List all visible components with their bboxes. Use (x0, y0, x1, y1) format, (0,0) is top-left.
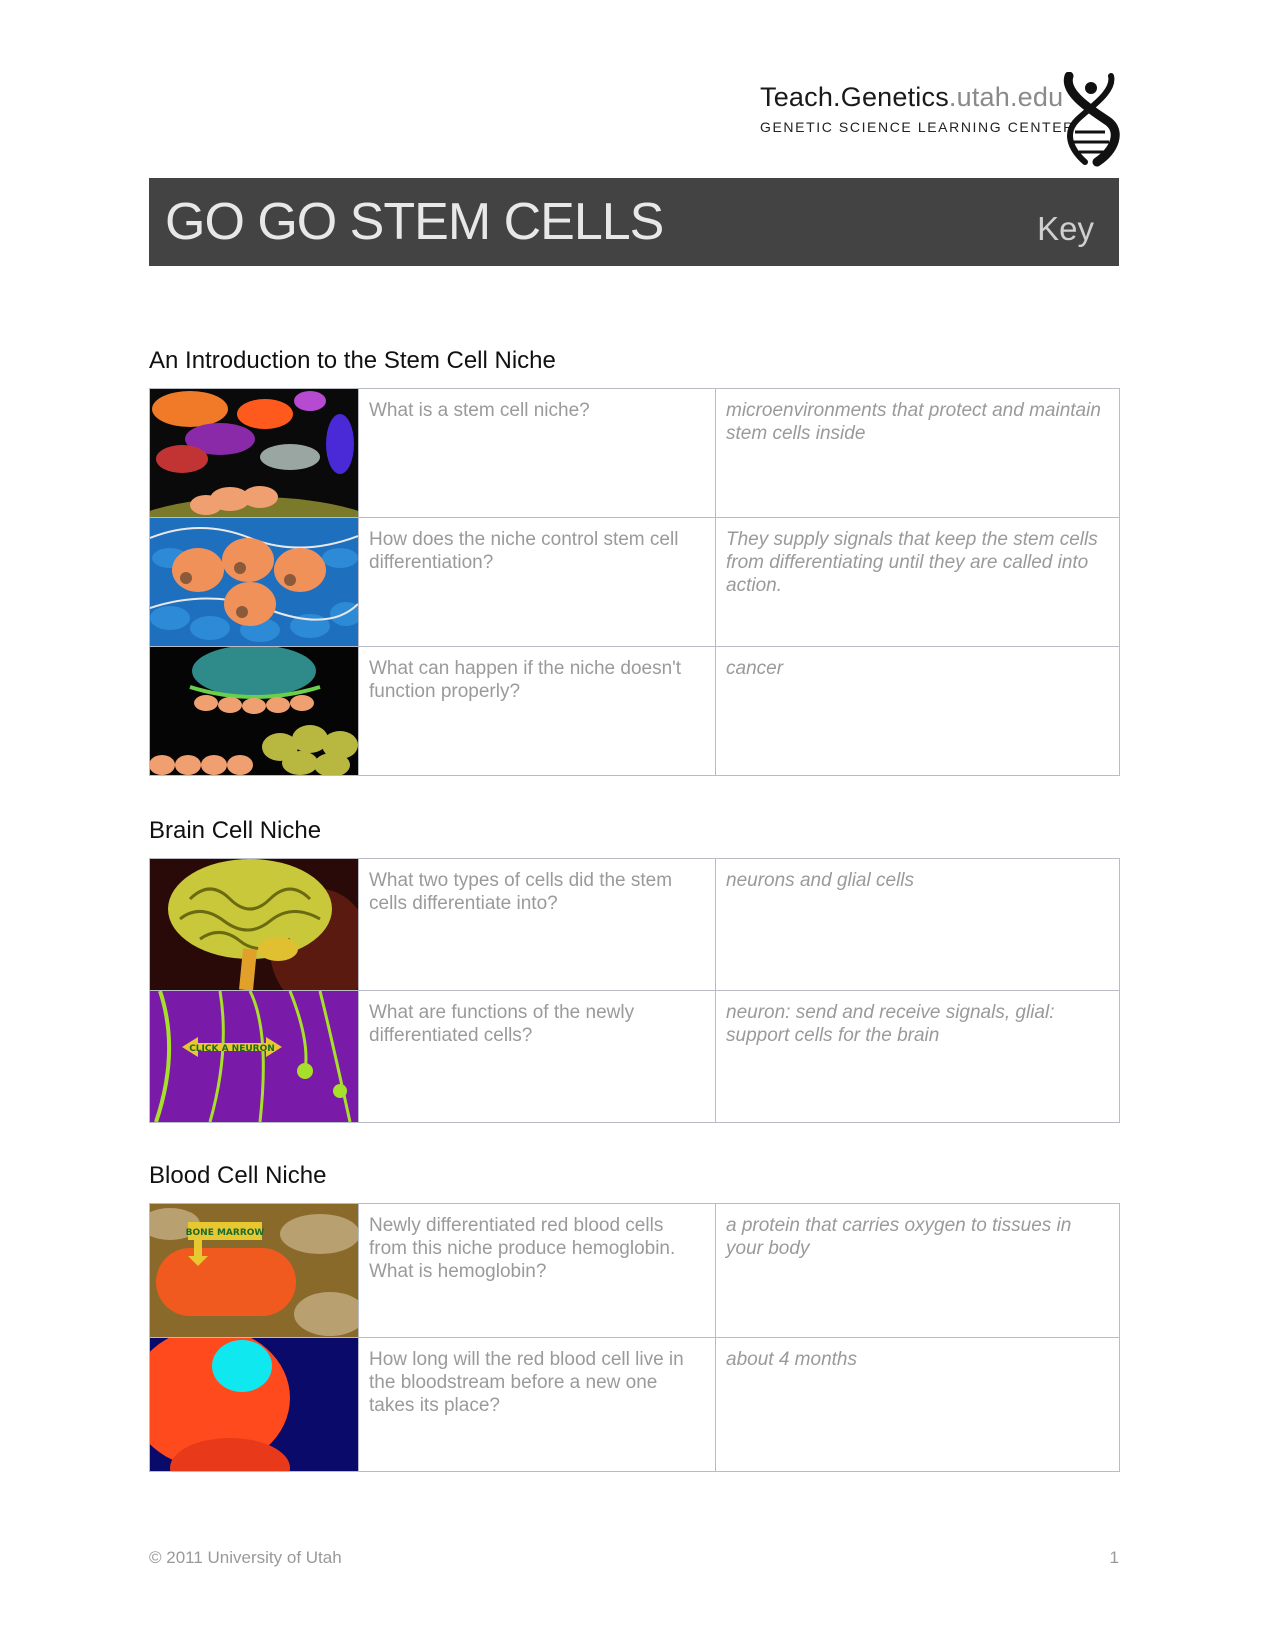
qa-table-blood (149, 1203, 1120, 1472)
answer-cell: a protein that carries oxygen to tissues in your body (716, 1204, 1120, 1338)
answer-cell: microenvironments that protect and maintain stem cells inside (716, 389, 1120, 518)
answer-cell: They supply signals that keep the stem cells from differentiating until they are called into action. (716, 518, 1120, 647)
question-cell: What two types of cells did the stem cells differentiate into? (359, 859, 716, 991)
niche-failure-illustration (150, 647, 358, 775)
answer-cell: neurons and glial cells (716, 859, 1120, 991)
image-cell (150, 1338, 359, 1472)
table-row (150, 389, 1120, 518)
image-cell (150, 647, 359, 776)
section-title-blood: Blood Cell Niche (149, 1162, 327, 1189)
click-a-neuron-label: CLICK A NEURON (189, 1044, 275, 1054)
qa-table-intro (149, 388, 1120, 776)
niche-signals-illustration (150, 518, 358, 646)
brand-logo (760, 82, 1075, 135)
image-cell (150, 991, 359, 1123)
key-label: Key (1037, 210, 1094, 247)
question-cell: Newly differentiated red blood cells from this niche produce hemoglobin. What is hemoglobin? (359, 1204, 716, 1338)
table-row (150, 518, 1120, 647)
page-number: 1 (1109, 1548, 1119, 1567)
table-row (150, 991, 1120, 1123)
section-title-intro: An Introduction to the Stem Cell Niche (149, 347, 556, 374)
question-cell: What is a stem cell niche? (359, 389, 716, 518)
table-row (150, 1338, 1120, 1472)
bone-marrow-illustration (150, 1204, 358, 1337)
brain-illustration (150, 859, 358, 990)
table-row (150, 859, 1120, 991)
image-cell (150, 518, 359, 647)
qa-table-brain (149, 858, 1120, 1123)
copyright: © 2011 University of Utah (149, 1548, 342, 1567)
image-cell (150, 389, 359, 518)
image-cell (150, 1204, 359, 1338)
answer-cell: about 4 months (716, 1338, 1120, 1472)
answer-cell: neuron: send and receive signals, glial: support cells for the brain (716, 991, 1120, 1123)
answer-cell: cancer (716, 647, 1120, 776)
table-row (150, 647, 1120, 776)
neuron-illustration (150, 991, 358, 1122)
stem-cell-niche-illustration (150, 389, 358, 517)
brand-subtitle: GENETIC SCIENCE LEARNING CENTER (760, 119, 1075, 135)
page-title: GO GO STEM CELLS (165, 193, 664, 251)
question-cell: How does the niche control stem cell differentiation? (359, 518, 716, 647)
brand-name: Teach.Genetics.utah.edu (760, 82, 1064, 112)
question-cell: What can happen if the niche doesn't function properly? (359, 647, 716, 776)
table-row (150, 1204, 1120, 1338)
dna-figure-icon (1055, 72, 1127, 168)
question-cell: How long will the red blood cell live in the bloodstream before a new one takes its place? (359, 1338, 716, 1472)
bone-marrow-label: BONE MARROW (185, 1228, 265, 1238)
red-blood-cell-illustration (150, 1338, 358, 1471)
question-cell: What are functions of the newly differentiated cells? (359, 991, 716, 1123)
section-title-brain: Brain Cell Niche (149, 817, 322, 844)
image-cell (150, 859, 359, 991)
title-bar (149, 178, 1119, 266)
